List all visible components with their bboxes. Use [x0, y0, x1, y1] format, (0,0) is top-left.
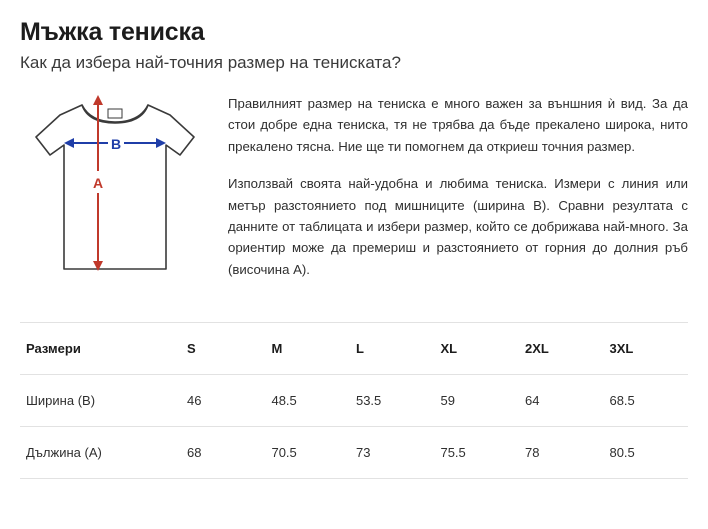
cell-length-3xl: 80.5: [603, 427, 688, 479]
header-cell-xl: XL: [434, 323, 519, 375]
size-table-wrapper: [0, 322, 708, 479]
cell-length-m: 70.5: [265, 427, 350, 479]
page-title: Мъжка тениска: [20, 18, 205, 46]
page-header: [0, 0, 708, 73]
cell-length-s: 68: [181, 427, 266, 479]
header-cell-2xl: 2XL: [519, 323, 604, 375]
tshirt-icon: [20, 91, 210, 286]
width-label: B: [110, 136, 122, 152]
cell-length-l: 73: [350, 427, 435, 479]
row-label-length: Дължина (A): [20, 427, 181, 479]
header-cell-s: S: [181, 323, 266, 375]
cell-length-2xl: 78: [519, 427, 604, 479]
size-table: [20, 322, 688, 479]
cell-width-2xl: 64: [519, 375, 604, 427]
cell-width-s: 46: [181, 375, 266, 427]
cell-width-l: 53.5: [350, 375, 435, 427]
description-text: [210, 87, 688, 280]
paragraph-1: Правилният размер на тениска е много важен за външния ѝ вид. За да стои добре една тениска, тя не трябва да бъде прекалено широка, нито прекалено тясна. Ние ще ти помогнем да откриеш точния размер.: [228, 96, 688, 154]
header-cell-m: M: [265, 323, 350, 375]
height-label: A: [92, 175, 104, 191]
header-cell-label: Размери: [20, 323, 181, 375]
table-header-row: [20, 323, 688, 375]
cell-width-m: 48.5: [265, 375, 350, 427]
cell-width-3xl: 68.5: [603, 375, 688, 427]
page-subtitle: Как да избера най-точния размер на тениската?: [20, 53, 401, 72]
header-cell-l: L: [350, 323, 435, 375]
table-row: [20, 375, 688, 427]
tshirt-diagram: [20, 87, 210, 286]
content-area: [0, 73, 708, 286]
size-table-body: [20, 375, 688, 479]
header-cell-3xl: 3XL: [603, 323, 688, 375]
cell-width-xl: 59: [434, 375, 519, 427]
row-label-width: Ширина (B): [20, 375, 181, 427]
paragraph-2: Използвай своята най-удобна и любима тениска. Измери с линия или метър разстоянието под мишниците (ширина B). Сравни резултата с данните от таблицата и избери размер, който се добрижава най-много. За ориентир може да премериш и разстоянието от горния до долния ръб (височина A).: [228, 176, 688, 277]
cell-length-xl: 75.5: [434, 427, 519, 479]
table-row: [20, 427, 688, 479]
size-table-head: [20, 323, 688, 375]
